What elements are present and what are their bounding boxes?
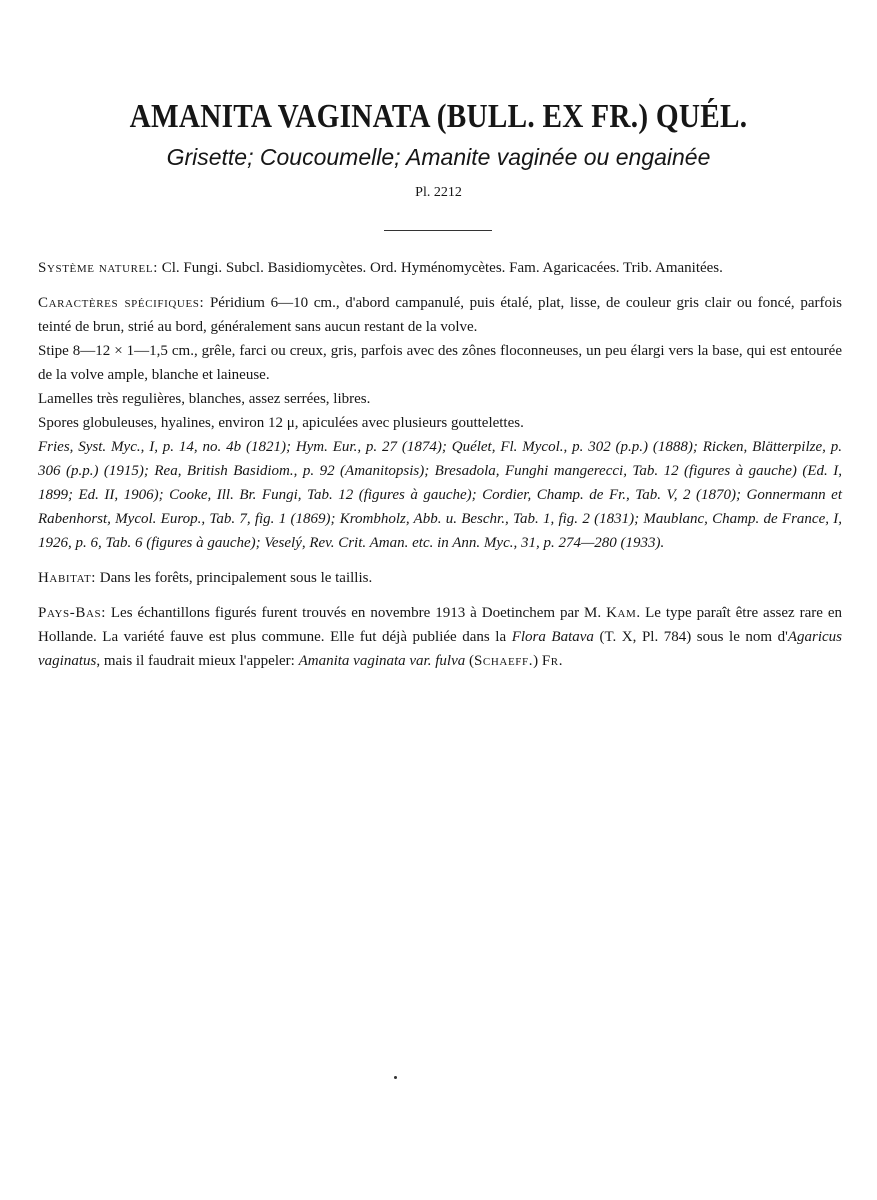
references-paragraph: Fries, Syst. Myc., I, p. 14, no. 4b (1821); Hym. Eur., p. 27 (1874); Quélet, Fl. Mycol., p. 302 (p.p.) (1888); Ricken, Blätterpilze, p. 306 (p.p.) (1915); Rea, British Basidiom., p. 92 (Amanitopsis); Bresadola, Funghi mangerecci, Tab. 12 (figures à gauche) (Ed. I, 1899; Ed. II, 1906); Cooke, Ill. Br. Fungi, Tab. 12 (figures à gauche); Cordier, Champ. de Fr., Tab. V, 2 (1870); Gonnermann et Rabenhorst, Mycol. Europ., Tab. 7, fig. 1 (1869); Krombholz, Abb. u. Beschr., Tab. 1, fig. 2 (1831); Maublanc, Champ. de France, I, 1926, p. 6, Tab. 6 (figures à gauche); Veselý, Rev. Crit. Aman. etc. in Ann. Myc., 31, p. 274—280 (1933). xyxy=(38,439,842,551)
stipe-paragraph: Stipe 8—12 × 1—1,5 cm., grêle, farci ou creux, gris, parfois avec des zônes floconneuses, un peu élargi vers la base, qui est entourée de la volve ample, blanche et laineuse. xyxy=(38,343,842,383)
fr-author: Fr xyxy=(541,653,559,669)
page-speck xyxy=(394,1076,397,1079)
schaeff-author: Schaeff. xyxy=(473,653,534,669)
paysbas-text-3: (T. X, Pl. 784) sous le nom d' xyxy=(593,629,788,645)
paysbas-text-7: . xyxy=(558,653,563,669)
habitat-text: Dans les forêts, principalement sous le taillis. xyxy=(96,570,373,586)
systeme-text: Cl. Fungi. Subcl. Basidiomycètes. Ord. Hyménomycètes. Fam. Agaricacées. Trib. Amanitées. xyxy=(157,260,723,276)
amanita-variety-name: Amanita vaginata var. fulva xyxy=(298,653,466,669)
page-title: AMANITA VAGINATA (BULL. EX FR.) QUÉL. xyxy=(129,98,748,135)
flora-batava-title: Flora Batava xyxy=(511,629,594,645)
habitat-paragraph xyxy=(38,566,842,590)
paysbas-text-4: , mais il faudrait mieux l'appeler: xyxy=(96,653,299,669)
caracteres-paragraph xyxy=(38,291,842,339)
spores-paragraph: Spores globuleuses, hyalines, environ 12 μ, apiculées avec plusieurs gouttelettes. xyxy=(38,415,524,431)
paysbas-text-1: Les échantillons figurés furent trouvés en novembre 1913 à Doetinchem par M. xyxy=(105,605,607,621)
peridium-text: Péridium 6—10 cm., d'abord campanulé, puis étalé, plat, lisse, de couleur gris clair ou foncé, parfois teinté de brun, strié au bord, généralement sans aucun restant de la volve. xyxy=(38,295,842,335)
title-divider xyxy=(384,230,492,231)
page-subtitle: Grisette; Coucoumelle; Amanite vaginée ou engainée xyxy=(166,144,711,170)
document-body xyxy=(38,256,842,673)
collector-name: Kam xyxy=(606,605,637,621)
paysbas-text-6: ) xyxy=(533,653,542,669)
paysbas-label: Pays-Bas: xyxy=(38,605,106,621)
lamelles-paragraph: Lamelles très regulières, blanches, assez serrées, libres. xyxy=(38,391,371,407)
systeme-label: Système naturel: xyxy=(38,260,158,276)
agaricus-name: Agaricus vaginatus xyxy=(38,629,842,669)
paysbas-paragraph xyxy=(38,601,842,673)
paysbas-text-2: . Le type paraît être assez rare en Hollande. La variété fauve est plus commune. Elle fut déjà publiée dans la xyxy=(38,605,843,645)
plate-number: Pl. 2212 xyxy=(415,185,462,200)
paysbas-text-5: ( xyxy=(465,653,474,669)
systeme-paragraph xyxy=(38,256,842,280)
habitat-label: Habitat: xyxy=(38,570,97,586)
caracteres-label: Caractères spécifiques: xyxy=(38,295,205,311)
